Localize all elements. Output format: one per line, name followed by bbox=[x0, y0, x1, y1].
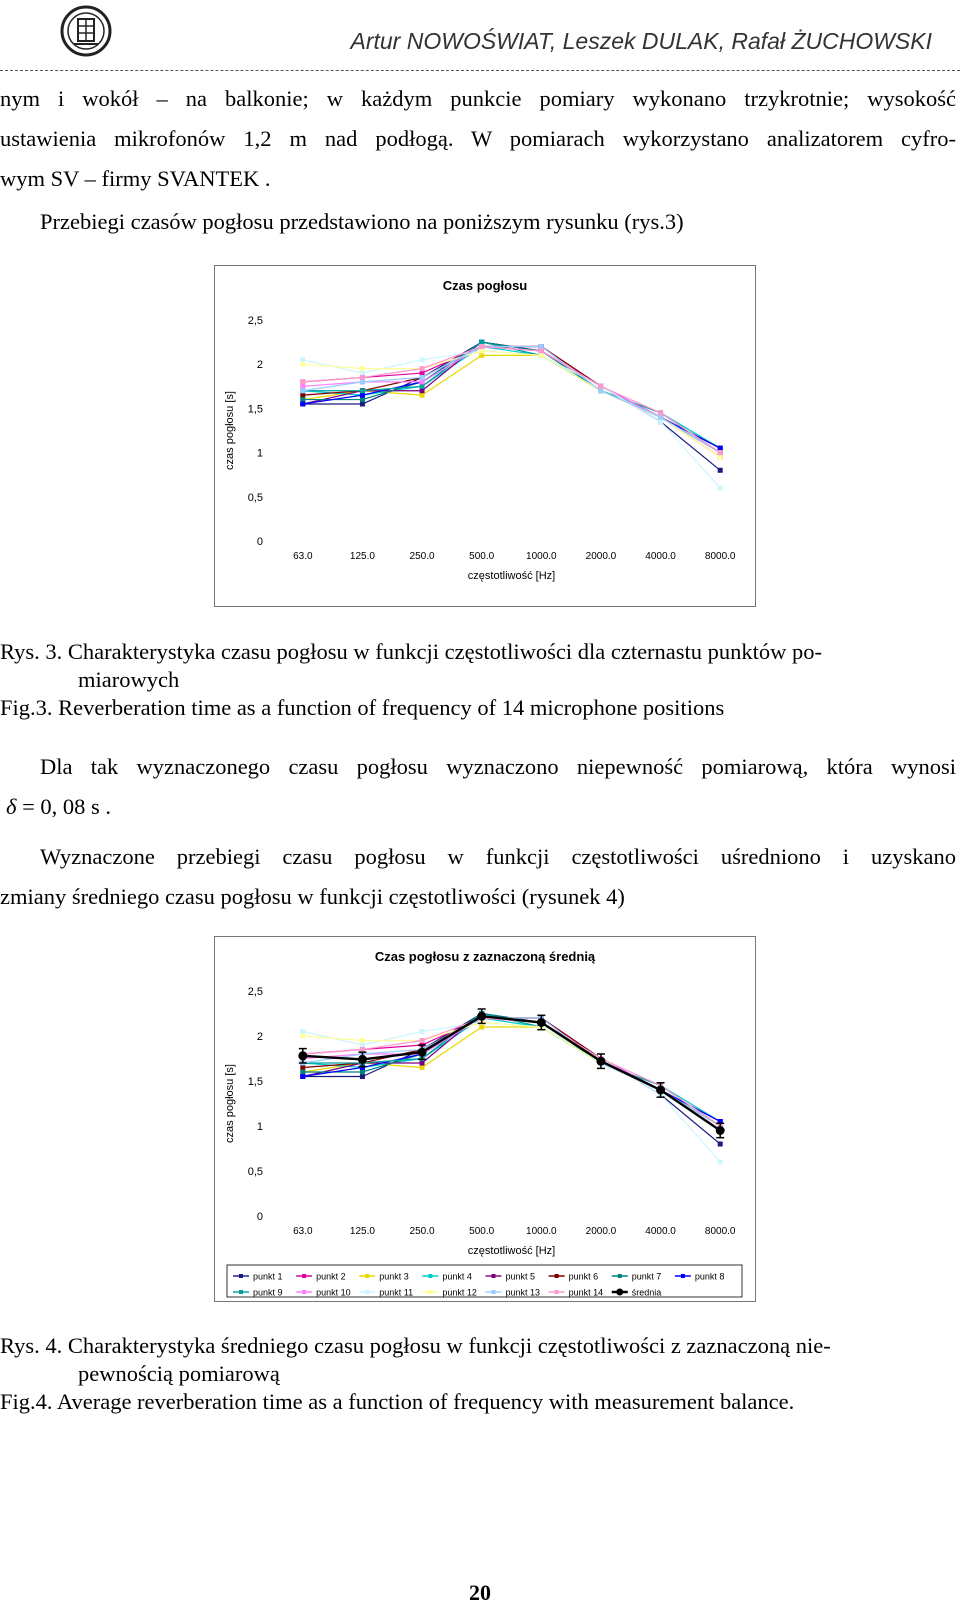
chart-title: Czas pogłosu z zaznaczoną średnią bbox=[374, 949, 596, 964]
data-point bbox=[300, 397, 305, 402]
data-point bbox=[479, 353, 484, 358]
data-point bbox=[360, 371, 365, 376]
series-line bbox=[303, 347, 720, 458]
legend-label: punkt 7 bbox=[631, 1271, 662, 1282]
page-number: 20 bbox=[469, 1580, 491, 1605]
legend-label: punkt 5 bbox=[505, 1271, 536, 1282]
chart-svg bbox=[215, 266, 755, 606]
figure-3-chart bbox=[214, 265, 756, 607]
x-tick-label: 4000.0 bbox=[645, 551, 676, 562]
x-tick-label: 63.0 bbox=[293, 1226, 313, 1237]
series-line bbox=[303, 1018, 720, 1126]
x-tick-label: 2000.0 bbox=[585, 1226, 617, 1237]
series-line bbox=[303, 1018, 720, 1122]
university-logo-icon bbox=[60, 4, 112, 58]
data-point bbox=[658, 415, 663, 420]
data-point bbox=[420, 357, 425, 362]
legend-marker bbox=[555, 1290, 559, 1294]
series-line bbox=[303, 1027, 720, 1131]
data-point bbox=[360, 1043, 365, 1048]
legend-marker bbox=[618, 1274, 622, 1278]
legend-marker bbox=[302, 1290, 306, 1294]
legend-label: punkt 4 bbox=[442, 1271, 472, 1282]
uncertainty-formula bbox=[6, 794, 111, 820]
x-tick-label: 250.0 bbox=[409, 1226, 435, 1237]
legend-label: punkt 14 bbox=[568, 1287, 604, 1298]
figure-4-caption-en: Fig.4. Average reverberation time as a function of frequency with measurement balance. bbox=[0, 1389, 795, 1414]
data-point bbox=[596, 1057, 605, 1066]
y-axis-label: czas pogłosu [s] bbox=[224, 391, 236, 470]
legend-marker bbox=[492, 1274, 496, 1278]
header-divider bbox=[0, 70, 960, 71]
data-point bbox=[300, 388, 305, 393]
y-tick-label: 1 bbox=[256, 447, 263, 460]
data-point bbox=[716, 1126, 725, 1135]
data-point bbox=[360, 1038, 365, 1043]
data-point bbox=[360, 375, 365, 380]
data-point bbox=[300, 393, 305, 398]
x-tick-label: 125.0 bbox=[349, 1226, 375, 1237]
x-tick-label: 500.0 bbox=[469, 551, 495, 562]
legend-label: punkt 13 bbox=[505, 1287, 541, 1298]
header-authors: Artur NOWOŚWIAT, Leszek DULAK, Rafał ŻUCHOWSKI bbox=[350, 28, 932, 54]
series-line bbox=[303, 355, 720, 457]
data-point bbox=[420, 1038, 425, 1043]
legend-label: punkt 8 bbox=[694, 1271, 725, 1282]
legend-label: średnia bbox=[631, 1287, 662, 1298]
series-line bbox=[303, 1018, 720, 1122]
caption-line: Rys. 3. Charakterystyka czasu pogłosu w funkcji częstotliwości dla czternastu punktów po- bbox=[0, 639, 823, 664]
figure-3-caption bbox=[0, 638, 956, 694]
series-line bbox=[303, 1014, 720, 1127]
body-text-line: Przebiegi czasów pogłosu przedstawiono na poniższym rysunku (rys.3) bbox=[40, 209, 684, 234]
data-point bbox=[718, 1142, 723, 1147]
figure-3-caption-en: Fig.3. Reverberation time as a function of frequency of 14 microphone positions bbox=[0, 695, 725, 720]
series-line bbox=[303, 1018, 720, 1131]
figure-4-chart bbox=[214, 936, 756, 1302]
data-point bbox=[360, 388, 365, 393]
data-point bbox=[298, 1051, 307, 1060]
data-point bbox=[539, 344, 544, 349]
data-point bbox=[479, 344, 484, 349]
legend-label: punkt 9 bbox=[253, 1287, 283, 1298]
data-point bbox=[539, 353, 544, 358]
legend-label: punkt 10 bbox=[316, 1287, 351, 1298]
y-tick-label: 0,5 bbox=[247, 1166, 263, 1178]
data-point bbox=[360, 366, 365, 371]
legend-marker bbox=[239, 1290, 243, 1294]
data-point bbox=[537, 1018, 546, 1027]
x-tick-label: 63.0 bbox=[293, 551, 313, 562]
legend-marker bbox=[302, 1274, 306, 1278]
y-tick-label: 2,5 bbox=[247, 986, 263, 998]
legend-marker bbox=[365, 1290, 369, 1294]
y-tick-label: 1,5 bbox=[247, 1076, 263, 1088]
series-line bbox=[303, 1018, 720, 1131]
data-point bbox=[718, 450, 723, 455]
x-tick-label: 1000.0 bbox=[526, 551, 557, 562]
data-point bbox=[479, 348, 484, 353]
series-line bbox=[303, 342, 720, 453]
data-point bbox=[420, 371, 425, 376]
legend-marker bbox=[555, 1274, 559, 1278]
x-tick-label: 8000.0 bbox=[704, 1226, 736, 1237]
series-line bbox=[303, 1018, 720, 1122]
y-tick-label: 1 bbox=[256, 1121, 263, 1133]
data-point bbox=[420, 384, 425, 389]
series-line bbox=[303, 1014, 720, 1127]
series-line bbox=[303, 347, 720, 449]
data-point bbox=[658, 419, 663, 424]
y-tick-label: 0,5 bbox=[247, 491, 263, 504]
series-line bbox=[303, 342, 720, 453]
series-line bbox=[303, 351, 720, 457]
chart-svg bbox=[215, 937, 755, 1301]
chart-title: Czas pogłosu bbox=[442, 278, 528, 293]
legend-label: punkt 11 bbox=[379, 1287, 414, 1298]
data-point bbox=[598, 388, 603, 393]
legend-label: punkt 12 bbox=[442, 1287, 477, 1298]
y-tick-label: 0 bbox=[256, 536, 263, 548]
data-point bbox=[300, 384, 305, 389]
x-tick-label: 8000.0 bbox=[704, 551, 736, 562]
y-tick-label: 1,5 bbox=[247, 403, 263, 416]
x-tick-label: 1000.0 bbox=[526, 1226, 557, 1237]
series-line bbox=[303, 347, 720, 449]
series-line bbox=[303, 1023, 720, 1131]
body-text-line: wym SV – firmy SVANTEK . bbox=[0, 166, 271, 191]
body-text-line: ustawienia mikrofonów 1,2 m nad podłogą. W pomiarach wykorzystano analizatorem cyfro- bbox=[0, 126, 956, 151]
series-line bbox=[303, 342, 720, 453]
series-line bbox=[303, 351, 720, 488]
data-point bbox=[420, 1029, 425, 1034]
data-point bbox=[300, 357, 305, 362]
data-point bbox=[420, 1065, 425, 1070]
data-point bbox=[360, 393, 365, 398]
legend-marker bbox=[681, 1274, 685, 1278]
data-point bbox=[360, 379, 365, 384]
body-text-line: Dla tak wyznaczonego czasu pogłosu wyznaczono niepewność pomiarową, która wynosi bbox=[40, 754, 956, 779]
data-point bbox=[598, 384, 603, 389]
x-tick-label: 250.0 bbox=[409, 551, 435, 562]
y-tick-label: 2,5 bbox=[247, 315, 263, 327]
y-tick-label: 2 bbox=[256, 359, 263, 372]
body-text-line: zmiany średniego czasu pogłosu w funkcji częstotliwości (rysunek 4) bbox=[0, 884, 625, 909]
data-point bbox=[477, 1012, 486, 1021]
x-axis-label: częstotliwość [Hz] bbox=[467, 1245, 556, 1257]
legend-marker bbox=[428, 1290, 432, 1294]
series-line bbox=[303, 1014, 720, 1145]
y-tick-label: 0 bbox=[256, 1211, 263, 1223]
data-point bbox=[718, 485, 723, 490]
x-tick-label: 125.0 bbox=[349, 551, 375, 562]
data-point bbox=[358, 1055, 367, 1064]
legend-marker bbox=[492, 1290, 496, 1294]
data-point bbox=[300, 1074, 305, 1079]
x-tick-label: 500.0 bbox=[469, 1226, 495, 1237]
data-point bbox=[656, 1086, 665, 1095]
legend-label: punkt 1 bbox=[253, 1271, 283, 1282]
legend-label: punkt 3 bbox=[379, 1271, 409, 1282]
caption-line: pewnością pomiarową bbox=[78, 1361, 280, 1386]
legend-marker bbox=[428, 1274, 432, 1278]
data-point bbox=[420, 393, 425, 398]
data-point bbox=[300, 401, 305, 406]
data-point bbox=[718, 455, 723, 460]
x-tick-label: 4000.0 bbox=[645, 1226, 676, 1237]
data-point bbox=[420, 379, 425, 384]
data-point bbox=[360, 1047, 365, 1052]
data-point bbox=[300, 362, 305, 367]
caption-line: Rys. 4. Charakterystyka średniego czasu pogłosu w funkcji częstotliwości z zaznaczoną nie- bbox=[0, 1333, 831, 1358]
data-point bbox=[360, 1074, 365, 1079]
figure-4-caption bbox=[0, 1332, 956, 1388]
formula-symbol: δ bbox=[6, 794, 17, 819]
data-point bbox=[300, 379, 305, 384]
legend-label: punkt 6 bbox=[568, 1271, 599, 1282]
data-point bbox=[479, 340, 484, 345]
data-point bbox=[718, 1160, 723, 1165]
caption-line: miarowych bbox=[78, 667, 180, 692]
legend-marker bbox=[616, 1289, 623, 1296]
series-line bbox=[303, 347, 720, 453]
series-line bbox=[303, 1018, 720, 1126]
data-point bbox=[360, 1070, 365, 1075]
data-point bbox=[418, 1048, 427, 1057]
data-point bbox=[479, 1025, 484, 1030]
data-point bbox=[420, 366, 425, 371]
series-line bbox=[303, 1014, 720, 1127]
series-line bbox=[303, 347, 720, 453]
data-point bbox=[539, 348, 544, 353]
data-point bbox=[658, 410, 663, 415]
legend-marker bbox=[365, 1274, 369, 1278]
data-point bbox=[360, 397, 365, 402]
body-text-line: Wyznaczone przebiegi czasu pogłosu w funkcji częstotliwości uśredniono i uzyskano bbox=[40, 844, 956, 869]
y-tick-label: 2 bbox=[256, 1031, 263, 1043]
series-line bbox=[303, 342, 720, 470]
x-axis-label: częstotliwość [Hz] bbox=[467, 570, 556, 582]
mean-series-line bbox=[303, 1016, 720, 1130]
data-point bbox=[420, 375, 425, 380]
x-tick-label: 2000.0 bbox=[585, 551, 617, 562]
data-point bbox=[718, 468, 723, 473]
series-line bbox=[303, 347, 720, 449]
data-point bbox=[360, 401, 365, 406]
data-point bbox=[718, 446, 723, 451]
data-point bbox=[420, 1061, 425, 1066]
data-point bbox=[300, 1034, 305, 1039]
y-axis-label: czas pogłosu [s] bbox=[224, 1064, 236, 1143]
data-point bbox=[420, 388, 425, 393]
data-point bbox=[300, 1070, 305, 1075]
legend-marker bbox=[239, 1274, 243, 1278]
formula-value: = 0, 08 s . bbox=[22, 794, 112, 819]
body-text-line: nym i wokół – na balkonie; w każdym punkcie pomiary wykonano trzykrotnie; wysokość bbox=[0, 86, 956, 111]
data-point bbox=[300, 1065, 305, 1070]
data-point bbox=[300, 1029, 305, 1034]
legend-label: punkt 2 bbox=[316, 1271, 346, 1282]
series-line bbox=[303, 347, 720, 458]
